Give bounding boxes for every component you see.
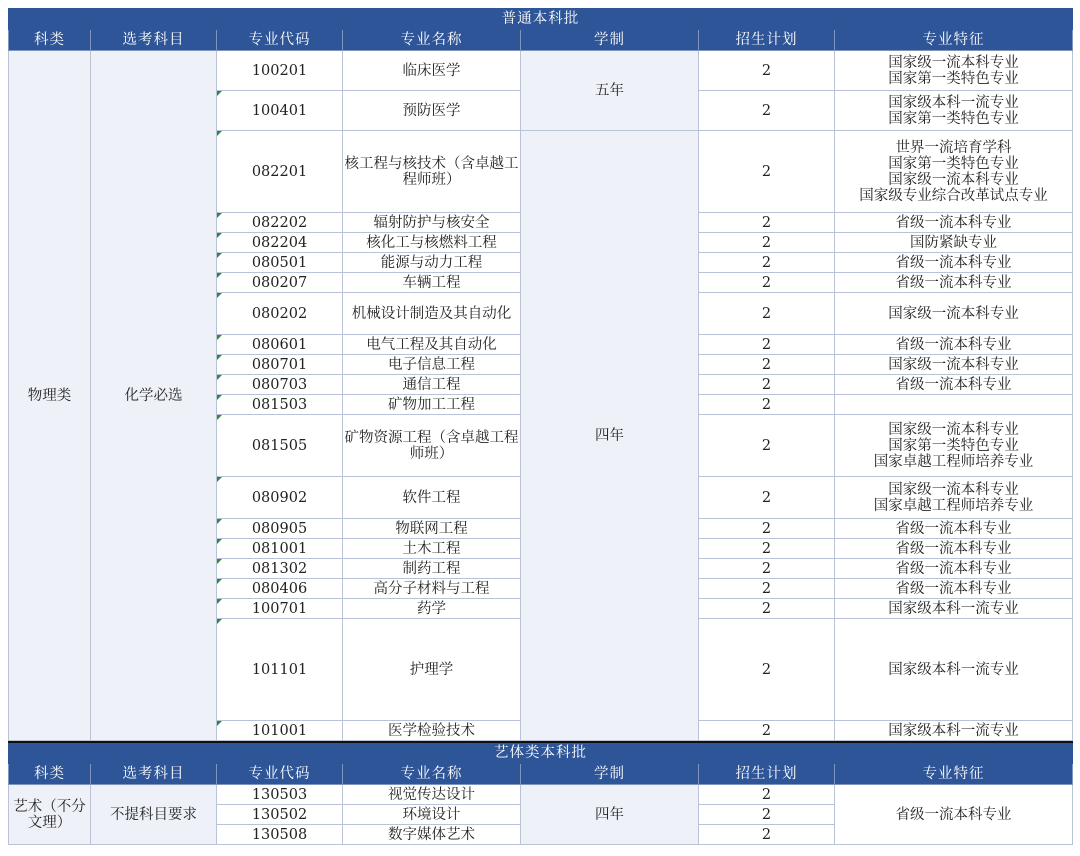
enrollment-plan: 2 [699, 721, 835, 741]
feature-line: 国家卓越工程师培养专业 [873, 497, 1034, 514]
major-name: 制药工程 [343, 559, 521, 579]
header-subjects: 选考科目 [91, 30, 217, 51]
subject-requirement-cell: 不提科目要求 [91, 785, 217, 845]
header-category: 科类 [9, 764, 91, 785]
feature-line: 国家级本科一流专业 [888, 600, 1019, 617]
major-name: 高分子材料与工程 [343, 579, 521, 599]
feature-line: 国家第一类特色专业 [888, 70, 1019, 87]
feature-line: 世界一流培育学科 [895, 139, 1012, 156]
major-code: 080406 [217, 579, 343, 599]
major-name: 土木工程 [343, 539, 521, 559]
enrollment-plan: 2 [699, 51, 835, 91]
subject-requirement-cell: 化学必选 [91, 51, 217, 741]
major-code: 100201 [217, 51, 343, 91]
major-features [835, 395, 1073, 415]
feature-line: 省级一流本科专业 [895, 254, 1012, 271]
major-code: 100401 [217, 91, 343, 131]
major-name: 车辆工程 [343, 273, 521, 293]
major-features [835, 721, 1073, 741]
header-plan: 招生计划 [699, 764, 835, 785]
feature-line: 国家级一流本科专业 [888, 481, 1019, 498]
enrollment-plan: 2 [699, 785, 835, 805]
header-code: 专业代码 [217, 764, 343, 785]
feature-line: 省级一流本科专业 [895, 274, 1012, 291]
feature-line: 省级一流本科专业 [895, 376, 1012, 393]
duration-cell: 四年 [521, 785, 699, 845]
enrollment-plan: 2 [699, 825, 835, 845]
enrollment-plan: 2 [699, 539, 835, 559]
enrollment-plan: 2 [699, 293, 835, 335]
major-features: 省级一流本科专业 [835, 785, 1073, 845]
feature-line: 国家级本科一流专业 [888, 661, 1019, 678]
major-name: 矿物加工工程 [343, 395, 521, 415]
enrollment-plan: 2 [699, 619, 835, 721]
table-row [9, 785, 1073, 805]
major-name: 核化工与核燃料工程 [343, 233, 521, 253]
duration-cell: 四年 [521, 131, 699, 741]
feature-line: 国家第一类特色专业 [888, 155, 1019, 172]
feature-line: 国家卓越工程师培养专业 [873, 453, 1034, 470]
major-name: 视觉传达设计 [343, 785, 521, 805]
major-name: 核工程与核技术（含卓越工程师班） [343, 131, 521, 213]
header-features: 专业特征 [835, 764, 1073, 785]
major-code: 101001 [217, 721, 343, 741]
admission-plan-document [8, 8, 1072, 845]
major-code: 101101 [217, 619, 343, 721]
major-name: 电气工程及其自动化 [343, 335, 521, 355]
major-features [835, 293, 1073, 335]
enrollment-plan: 2 [699, 335, 835, 355]
enrollment-plan: 2 [699, 91, 835, 131]
major-code: 082204 [217, 233, 343, 253]
major-features [835, 375, 1073, 395]
major-features [835, 253, 1073, 273]
major-features [835, 131, 1073, 213]
enrollment-plan: 2 [699, 375, 835, 395]
feature-line: 省级一流本科专业 [895, 560, 1012, 577]
batch-title-row [9, 742, 1073, 764]
major-name: 临床医学 [343, 51, 521, 91]
header-category: 科类 [9, 30, 91, 51]
duration-cell: 五年 [521, 51, 699, 131]
major-features [835, 233, 1073, 253]
major-name: 电子信息工程 [343, 355, 521, 375]
enrollment-plan: 2 [699, 579, 835, 599]
header-features: 专业特征 [835, 30, 1073, 51]
major-code: 080703 [217, 375, 343, 395]
feature-line: 国家级一流本科专业 [888, 54, 1019, 71]
feature-line: 国家级一流本科专业 [888, 356, 1019, 373]
batch-title: 普通本科批 [9, 9, 1073, 30]
enrollment-plan: 2 [699, 213, 835, 233]
major-features [835, 619, 1073, 721]
feature-line: 国家级一流本科专业 [888, 421, 1019, 438]
art-batch-table [8, 741, 1073, 845]
major-code: 130502 [217, 805, 343, 825]
major-name: 软件工程 [343, 477, 521, 519]
enrollment-plan: 2 [699, 415, 835, 477]
feature-line: 国家级一流本科专业 [888, 171, 1019, 188]
major-name: 药学 [343, 599, 521, 619]
header-duration: 学制 [521, 764, 699, 785]
major-code: 082201 [217, 131, 343, 213]
feature-line: 省级一流本科专业 [895, 520, 1012, 537]
major-name: 辐射防护与核安全 [343, 213, 521, 233]
major-code: 081503 [217, 395, 343, 415]
feature-line: 国家级本科一流专业 [888, 94, 1019, 111]
major-features [835, 51, 1073, 91]
major-name: 数字媒体艺术 [343, 825, 521, 845]
feature-line: 国家第一类特色专业 [888, 110, 1019, 127]
batch-title-row [9, 9, 1073, 30]
header-name: 专业名称 [343, 30, 521, 51]
enrollment-plan: 2 [699, 131, 835, 213]
enrollment-plan: 2 [699, 253, 835, 273]
header-row [9, 764, 1073, 785]
enrollment-plan: 2 [699, 233, 835, 253]
header-name: 专业名称 [343, 764, 521, 785]
enrollment-plan: 2 [699, 599, 835, 619]
major-features [835, 355, 1073, 375]
major-features [835, 599, 1073, 619]
enrollment-plan: 2 [699, 395, 835, 415]
batch-title: 艺体类本科批 [9, 742, 1073, 764]
regular-batch-table [8, 8, 1073, 741]
header-plan: 招生计划 [699, 30, 835, 51]
header-row [9, 30, 1073, 51]
major-name: 医学检验技术 [343, 721, 521, 741]
major-features [835, 559, 1073, 579]
major-name: 能源与动力工程 [343, 253, 521, 273]
major-name: 环境设计 [343, 805, 521, 825]
major-code: 082202 [217, 213, 343, 233]
feature-line: 国家第一类特色专业 [888, 437, 1019, 454]
major-features [835, 415, 1073, 477]
category-cell: 物理类 [9, 51, 91, 741]
enrollment-plan: 2 [699, 273, 835, 293]
header-code: 专业代码 [217, 30, 343, 51]
enrollment-plan: 2 [699, 559, 835, 579]
major-name: 机械设计制造及其自动化 [343, 293, 521, 335]
major-code: 130508 [217, 825, 343, 845]
major-features [835, 335, 1073, 355]
major-name: 物联网工程 [343, 519, 521, 539]
major-code: 080701 [217, 355, 343, 375]
feature-line: 国家级一流本科专业 [888, 305, 1019, 322]
category-cell: 艺术（不分文理） [9, 785, 91, 845]
feature-line: 省级一流本科专业 [895, 580, 1012, 597]
feature-line: 国家级专业综合改革试点专业 [859, 187, 1048, 204]
major-code: 130503 [217, 785, 343, 805]
feature-line: 国防紧缺专业 [910, 234, 998, 251]
major-features [835, 477, 1073, 519]
major-code: 080902 [217, 477, 343, 519]
major-features [835, 539, 1073, 559]
header-subjects: 选考科目 [91, 764, 217, 785]
enrollment-plan: 2 [699, 805, 835, 825]
major-features [835, 273, 1073, 293]
major-code: 080207 [217, 273, 343, 293]
table-row [9, 51, 1073, 91]
major-code: 080501 [217, 253, 343, 273]
major-name: 护理学 [343, 619, 521, 721]
feature-line: 省级一流本科专业 [895, 214, 1012, 231]
major-code: 080601 [217, 335, 343, 355]
feature-line: 省级一流本科专业 [895, 336, 1012, 353]
major-name: 矿物资源工程（含卓越工程师班） [343, 415, 521, 477]
major-features [835, 519, 1073, 539]
major-code: 080202 [217, 293, 343, 335]
header-duration: 学制 [521, 30, 699, 51]
feature-line: 省级一流本科专业 [895, 540, 1012, 557]
major-code: 081001 [217, 539, 343, 559]
major-code: 080905 [217, 519, 343, 539]
feature-line: 国家级本科一流专业 [888, 722, 1019, 739]
major-features [835, 91, 1073, 131]
major-features [835, 213, 1073, 233]
enrollment-plan: 2 [699, 519, 835, 539]
major-code: 100701 [217, 599, 343, 619]
major-code: 081302 [217, 559, 343, 579]
major-name: 预防医学 [343, 91, 521, 131]
major-name: 通信工程 [343, 375, 521, 395]
major-code: 081505 [217, 415, 343, 477]
major-features [835, 579, 1073, 599]
enrollment-plan: 2 [699, 355, 835, 375]
enrollment-plan: 2 [699, 477, 835, 519]
